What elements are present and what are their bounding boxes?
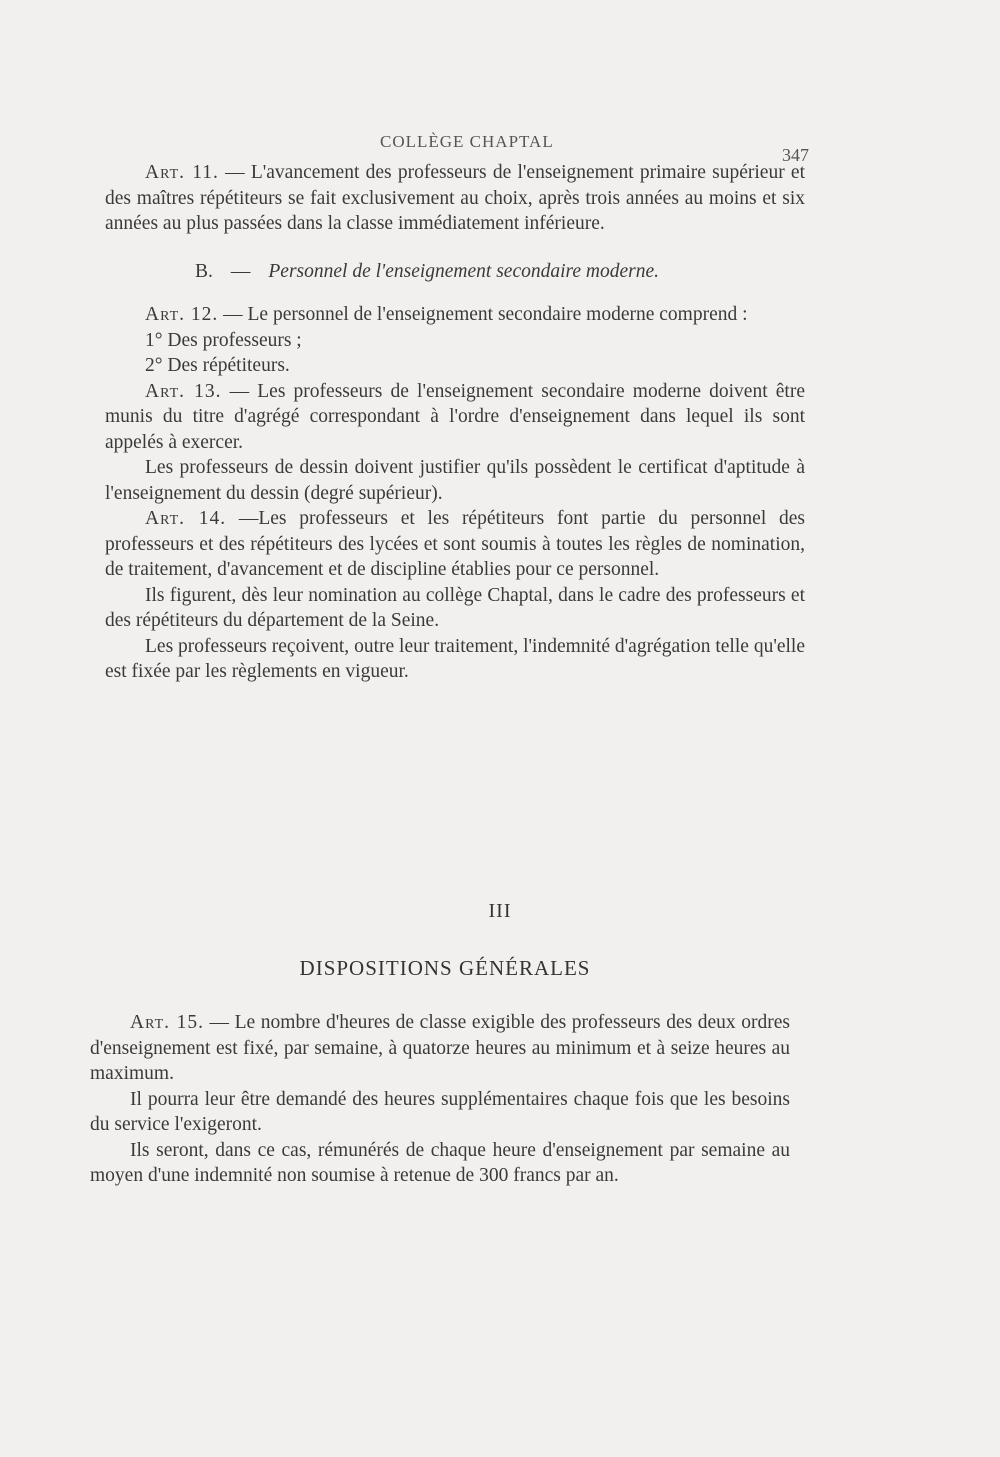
article-label: Art. 15. [130, 1012, 204, 1033]
article-label: Art. 11. [145, 162, 219, 183]
body-text-lower [90, 1010, 790, 1189]
article-text: — Le personnel de l'enseignement secondaire moderne comprend : [218, 304, 748, 325]
article-13 [105, 379, 805, 456]
section-dash: — [230, 260, 251, 282]
article-text: — Le nombre d'heures de classe exigible des professeurs des deux ordres d'enseignement est fixé, par semaine, à quatorze heures au minimum et à seize heures au maximum. [90, 1012, 790, 1084]
article-11 [105, 160, 805, 237]
paragraph: Les professeurs reçoivent, outre leur traitement, l'indemnité d'agrégation telle qu'elle est fixée par les règlements en vigueur. [105, 635, 805, 682]
part-title: DISPOSITIONS GÉNÉRALES [299, 956, 591, 980]
article-text: —Les professeurs et les répétiteurs font partie du personnel des professeurs et des répétiteurs des lycées et sont soumis à toutes les règles de nomination, de traitement, d'avancement et de discipline établies pour ce personnel. [105, 508, 805, 580]
article-label: Art. 12. [145, 304, 219, 325]
page-number: 347 [782, 145, 809, 165]
body-text-upper [105, 160, 805, 685]
article-text: — L'avancement des professeurs de l'enseignement primaire supérieur et des maîtres répétiteurs se fait exclusivement au choix, après trois années au moins et six années au plus passées dans la classe immédiatement inférieure. [105, 162, 805, 234]
list-item: 1° Des professeurs ; [145, 329, 302, 351]
article-label: Art. 14. [145, 508, 227, 529]
article-label: Art. 13. [145, 380, 222, 402]
paragraph: Il pourra leur être demandé des heures supplémentaires chaque fois que les besoins du service l'exigeront. [90, 1088, 790, 1135]
article-text: — Les professeurs de l'enseignement secondaire moderne doivent être munis du titre d'agrégé correspondant à l'ordre d'enseignement dans lequel ils sont appelés à exercer. [105, 380, 805, 453]
section-label: B. [195, 260, 213, 282]
paragraph: Ils seront, dans ce cas, rémunérés de chaque heure d'enseignement par semaine au moyen d'une indemnité non soumise à retenue de 300 francs par an. [90, 1139, 790, 1186]
section-title: Personnel de l'enseignement secondaire moderne. [268, 260, 660, 282]
paragraph: Les professeurs de dessin doivent justifier qu'ils possèdent le certificat d'aptitude à l'enseignement du dessin (degré supérieur). [105, 457, 805, 504]
paragraph: Ils figurent, dès leur nomination au collège Chaptal, dans le cadre des professeurs et des répétiteurs du département de la Seine. [105, 584, 805, 631]
article-12 [105, 302, 805, 328]
part-number: III [488, 900, 512, 922]
section-heading-b [105, 259, 805, 285]
article-14 [105, 506, 805, 583]
running-head: COLLÈGE CHAPTAL [380, 132, 554, 151]
article-15 [90, 1010, 790, 1087]
list-item: 2° Des répétiteurs. [145, 355, 290, 376]
